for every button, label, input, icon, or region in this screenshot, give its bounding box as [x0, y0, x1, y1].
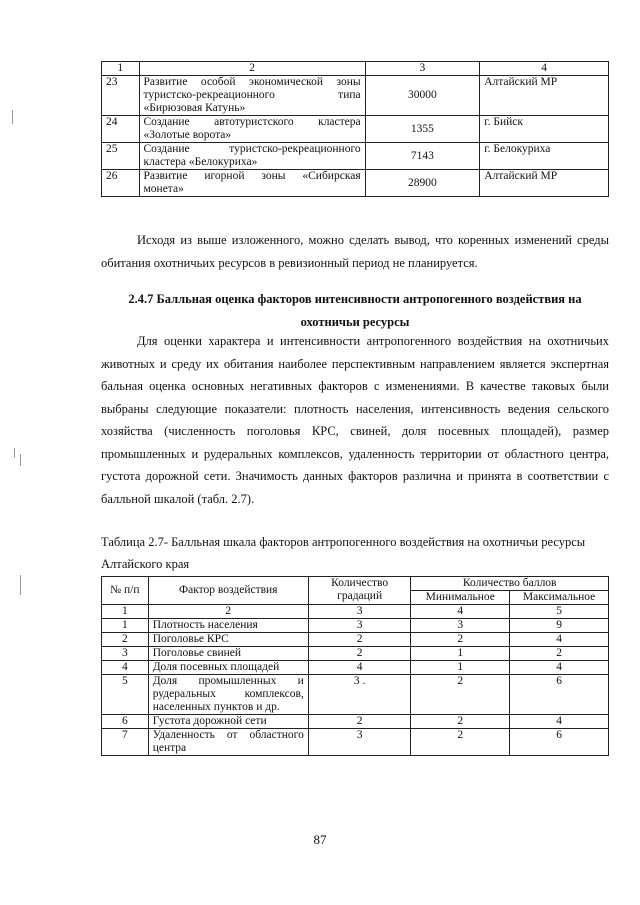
max-points: 4	[510, 661, 609, 675]
table-row	[102, 661, 609, 675]
project-value: 30000	[365, 76, 480, 116]
max-points: 2	[510, 647, 609, 661]
gradations: 3 .	[308, 675, 411, 715]
factor-name: Удаленность от областного центра	[148, 729, 308, 756]
gradations: 2	[308, 647, 411, 661]
scan-mark	[12, 110, 13, 124]
project-name: Развитие особой экономической зоны туристско-рекреационного типа «Бирюзовая Катунь»	[139, 76, 365, 116]
row-number: 24	[102, 116, 140, 143]
index-cell: 3	[308, 605, 411, 619]
score-table	[101, 576, 609, 756]
index-row	[102, 605, 609, 619]
project-place: г. Бийск	[480, 116, 609, 143]
index-cell: 4	[411, 605, 510, 619]
header-cell: 4	[480, 62, 609, 76]
gradations: 4	[308, 661, 411, 675]
paragraph-text: Исходя из выше изложенного, можно сделать вывод, что коренных изменений среды обитания охотничьих ресурсов в ревизионный период не планируется.	[101, 233, 609, 270]
header-min: Минимальное	[411, 591, 510, 605]
scan-mark	[20, 454, 21, 466]
project-place: Алтайский МР	[480, 76, 609, 116]
scan-mark	[14, 448, 15, 458]
table-row	[102, 647, 609, 661]
row-number: 5	[102, 675, 149, 715]
page-number: 87	[313, 832, 327, 847]
factor-name: Густота дорожной сети	[148, 715, 308, 729]
project-name: Создание туристско-рекреационного кластера «Белокуриха»	[139, 143, 365, 170]
gradations: 2	[308, 633, 411, 647]
row-number: 23	[102, 76, 140, 116]
project-value: 7143	[365, 143, 480, 170]
row-number: 26	[102, 170, 140, 197]
factor-name: Плотность населения	[148, 619, 308, 633]
factor-name: Доля промышленных и рудеральных комплексов, населенных пунктов и др.	[148, 675, 308, 715]
table-row	[102, 143, 609, 170]
index-cell: 5	[510, 605, 609, 619]
table-row	[102, 675, 609, 715]
table-row	[102, 729, 609, 756]
project-name: Развитие игорной зоны «Сибирская монета»	[139, 170, 365, 197]
min-points: 3	[411, 619, 510, 633]
table-row	[102, 715, 609, 729]
header-gradations: Количество градаций	[308, 577, 411, 605]
project-name: Создание автотуристского кластера «Золотые ворота»	[139, 116, 365, 143]
min-points: 2	[411, 675, 510, 715]
max-points: 6	[510, 729, 609, 756]
table-row	[102, 619, 609, 633]
table-row	[102, 116, 609, 143]
row-number: 3	[102, 647, 149, 661]
max-points: 4	[510, 633, 609, 647]
row-number: 4	[102, 661, 149, 675]
row-number: 1	[102, 619, 149, 633]
paragraph-text: Для оценки характера и интенсивности антропогенного воздействия на охотничьих животных и среду их обитания наиболее перспективным направлением является экспертная бальная оценка основных негативных факторов с изменениями. В качестве таковых были выбраны следующие показатели: плотность населения, интенсивность ведения сельского хозяйства (численность поголовья КРС, свиней, доля посевных площадей), размер промышленных и рудеральных комплексов, удаленность территории от областного центра, густота дорожной сети. Значимость данных факторов различна и принята в соответствии с балльной шкалой (табл. 2.7).	[101, 334, 609, 506]
gradations: 3	[308, 619, 411, 633]
row-number: 6	[102, 715, 149, 729]
row-number: 7	[102, 729, 149, 756]
header-num: № п/п	[102, 577, 149, 605]
header-factor: Фактор воздействия	[148, 577, 308, 605]
project-value: 28900	[365, 170, 480, 197]
row-number: 2	[102, 633, 149, 647]
section-heading: 2.4.7 Балльная оценка факторов интенсивности антропогенного воздействия на охотничьи ресурсы	[128, 292, 582, 329]
min-points: 1	[411, 661, 510, 675]
continuation-table	[101, 61, 609, 197]
factor-name: Доля посевных площадей	[148, 661, 308, 675]
table-caption: Таблица 2.7- Балльная шкала факторов антропогенного воздействия на охотничьи ресурсы Алтайского края	[101, 535, 586, 571]
table-row	[102, 170, 609, 197]
conclusion-paragraph	[101, 229, 609, 274]
project-value: 1355	[365, 116, 480, 143]
header-cell: 1	[102, 62, 140, 76]
min-points: 2	[411, 633, 510, 647]
index-cell: 1	[102, 605, 149, 619]
header-cell: 3	[365, 62, 480, 76]
gradations: 3	[308, 729, 411, 756]
header-cell: 2	[139, 62, 365, 76]
table-row	[102, 633, 609, 647]
header-max: Максимальное	[510, 591, 609, 605]
max-points: 9	[510, 619, 609, 633]
scan-mark	[20, 575, 21, 595]
gradations: 2	[308, 715, 411, 729]
project-place: Алтайский МР	[480, 170, 609, 197]
header-points: Количество баллов	[411, 577, 609, 591]
table-row	[102, 76, 609, 116]
min-points: 2	[411, 715, 510, 729]
min-points: 1	[411, 647, 510, 661]
factor-name: Поголовье свиней	[148, 647, 308, 661]
max-points: 4	[510, 715, 609, 729]
max-points: 6	[510, 675, 609, 715]
index-cell: 2	[148, 605, 308, 619]
row-number: 25	[102, 143, 140, 170]
factor-name: Поголовье КРС	[148, 633, 308, 647]
method-paragraph	[101, 330, 609, 510]
project-place: г. Белокуриха	[480, 143, 609, 170]
min-points: 2	[411, 729, 510, 756]
